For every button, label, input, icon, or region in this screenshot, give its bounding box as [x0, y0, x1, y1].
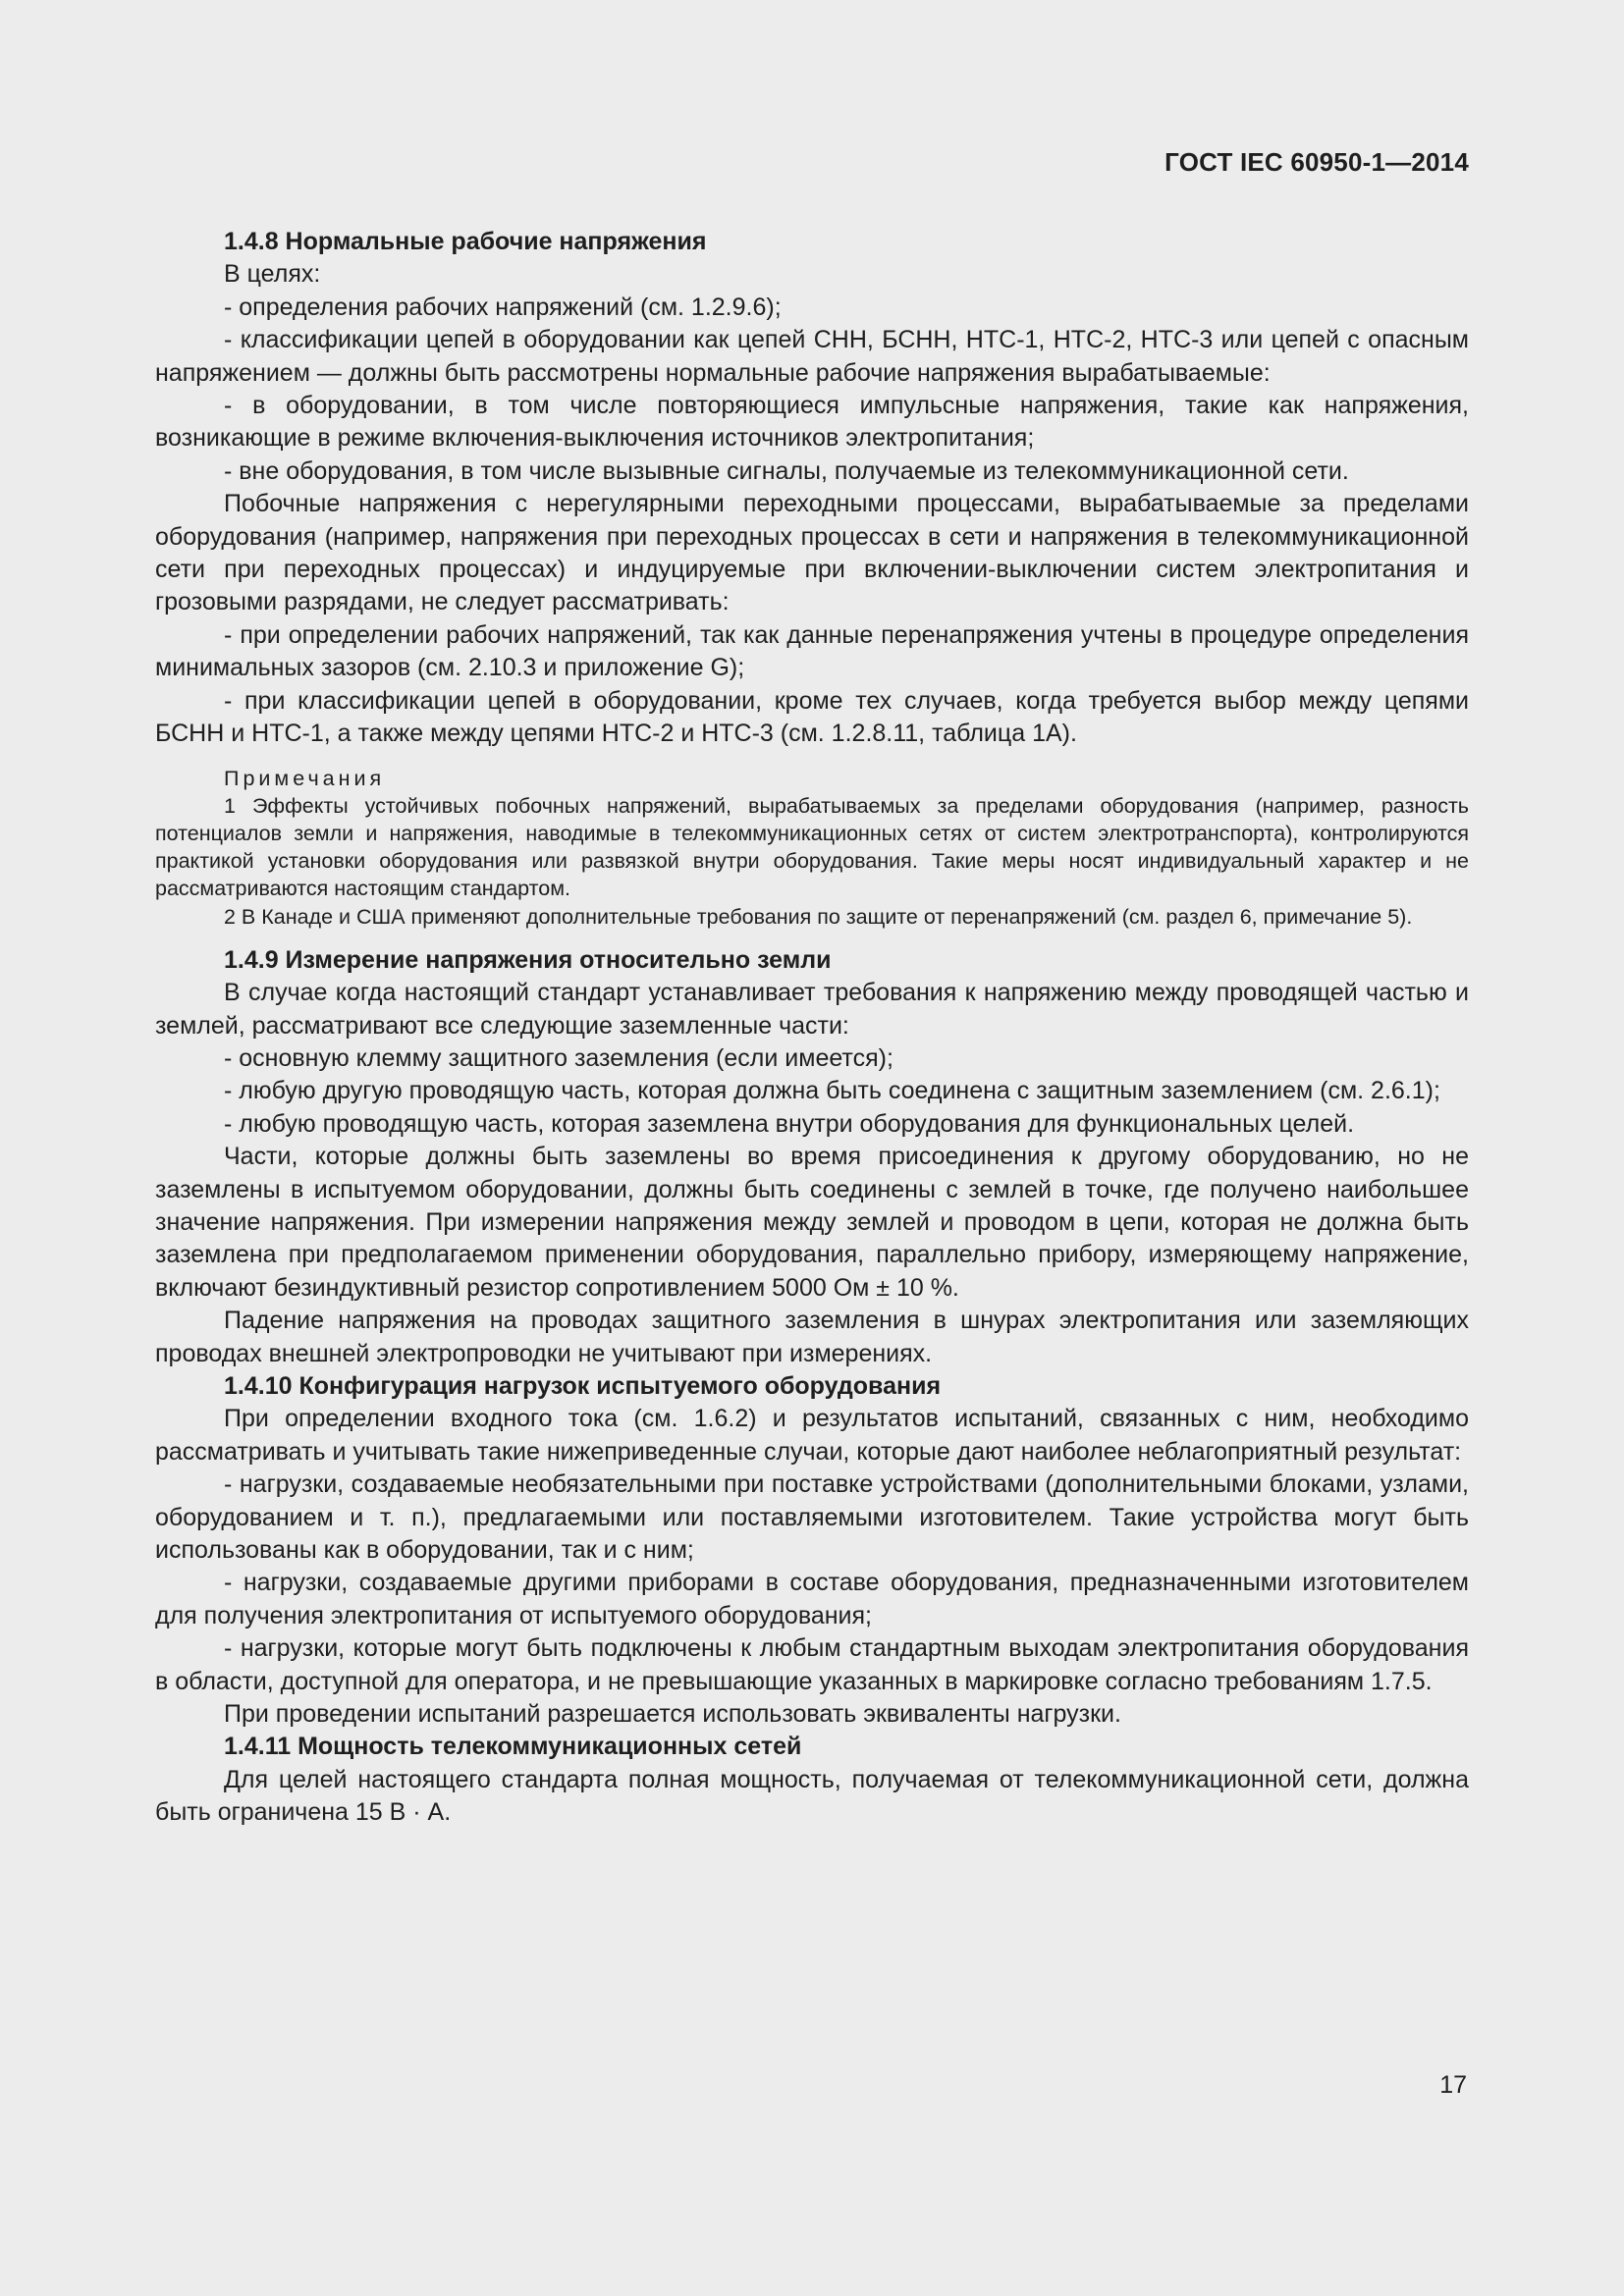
- list-item: - в оборудовании, в том числе повторяющиеся импульсные напряжения, такие как напряжения, возникающие в режиме включения-выключения источников электропитания;: [155, 392, 1469, 453]
- section-heading: 1.4.8 Нормальные рабочие напряжения: [224, 228, 707, 255]
- list-item: - при определении рабочих напряжений, так как данные перенапряжения учтены в процедуре определения минимальных зазоров (см. 2.10.3 и приложение G);: [155, 620, 1469, 682]
- list-item: - нагрузки, создаваемые необязательными при поставке устройствами (дополнительными блоками, узлами, оборудованием и т. п.), предлагаемыми или поставляемыми изготовителем. Такие устройства могут быть использованы как в оборудовании, так и с ним;: [155, 1470, 1469, 1565]
- section-heading: 1.4.9 Измерение напряжения относительно земли: [224, 945, 832, 974]
- paragraph: При проведении испытаний разрешается использовать эквиваленты нагрузки.: [224, 1700, 1121, 1729]
- document-id: ГОСТ IEC 60950-1—2014: [1164, 147, 1469, 177]
- paragraph: Побочные напряжения с нерегулярными переходными процессами, вырабатываемые за пределами оборудования (например, напряжения при переходных процессах в сети и напряжения в телекоммуникационной сети при переходных процессах) и индуцируемые при включении-выключении систем электропитания и грозовыми разрядами, не следует рассматривать:: [155, 490, 1469, 616]
- list-item: - нагрузки, которые могут быть подключены к любым стандартным выходам электропитания оборудования в области, доступной для оператора, и не превышающие указанных в маркировке согласно требованиям 1.7.5.: [155, 1634, 1469, 1695]
- list-item: - при классификации цепей в оборудовании, кроме тех случаев, когда требуется выбор между цепями БСНН и НТС-1, а также между цепями НТС-2 и НТС-3 (см. 1.2.8.11, таблица 1А).: [155, 686, 1469, 748]
- list-item: - классификации цепей в оборудовании как цепей СНН, БСНН, НТС-1, НТС-2, НТС-3 или цепей с опасным напряжением — должны быть рассмотрены нормальные рабочие напряжения вырабатываемые:: [155, 326, 1469, 387]
- paragraph: Части, которые должны быть заземлены во время присоединения к другому оборудованию, но не заземлены в испытуемом оборудовании, должны быть соединены с землей в точке, где получено наибольшее значение напряжения. При измерении напряжения между землей и проводом в цепи, которая не должна быть заземлена при предполагаемом применении оборудования, параллельно прибору, измеряющему напряжение, включают безиндуктивный резистор сопротивлением 5000 Ом ± 10 %.: [155, 1143, 1469, 1302]
- list-item: - любую проводящую часть, которая заземлена внутри оборудования для функциональных целей.: [224, 1109, 1355, 1138]
- paragraph: Падение напряжения на проводах защитного заземления в шнурах электропитания или заземляющих проводах внешней электропроводки не учитывают при измерениях.: [155, 1307, 1469, 1367]
- notes-block: [155, 765, 1469, 931]
- page-number: 17: [1439, 2071, 1467, 2099]
- note-item: 2 В Канаде и США применяют дополнительные требования по защите от перенапряжений (см. раздел 6, примечание 5).: [224, 904, 1413, 929]
- section-heading: 1.4.10 Конфигурация нагрузок испытуемого оборудования: [224, 1372, 942, 1400]
- section-heading: 1.4.11 Мощность телекоммуникационных сетей: [224, 1733, 802, 1761]
- list-item: - определения рабочих напряжений (см. 1.2.9.6);: [224, 293, 782, 321]
- list-item: - любую другую проводящую часть, которая должна быть соединена с защитным заземлением (см. 2.6.1);: [224, 1077, 1440, 1105]
- note-item: 1 Эффекты устойчивых побочных напряжений, вырабатываемых за пределами оборудования (например, разность потенциалов земли и напряжения, наводимые в телекоммуникационных сетях от систем электротранспорта), контролируются практикой установки оборудования или развязкой внутри оборудования. Такие меры носят индивидуальный характер и не рассматриваются настоящим стандартом.: [155, 793, 1469, 901]
- list-item: - основную клемму защитного заземления (если имеется);: [224, 1043, 893, 1072]
- paragraph: В случае когда настоящий стандарт устанавливает требования к напряжению между проводящей частью и землей, рассматривают все следующие заземленные части:: [155, 979, 1469, 1040]
- list-item: - нагрузки, создаваемые другими приборами в составе оборудования, предназначенными изготовителем для получения электропитания от испытуемого оборудования;: [155, 1569, 1469, 1629]
- paragraph: Для целей настоящего стандарта полная мощность, получаемая от телекоммуникационной сети, должна быть ограничена 15 В · А.: [155, 1765, 1469, 1827]
- page-body: [155, 226, 1469, 1830]
- paragraph: При определении входного тока (см. 1.6.2) и результатов испытаний, связанных с ним, необходимо рассматривать и учитывать такие нижеприведенные случаи, которые дают наиболее неблагоприятный результат:: [155, 1405, 1469, 1466]
- notes-title: Примечания: [224, 766, 386, 790]
- paragraph: В целях:: [224, 260, 321, 289]
- list-item: - вне оборудования, в том числе вызывные сигналы, получаемые из телекоммуникационной сети.: [224, 456, 1349, 485]
